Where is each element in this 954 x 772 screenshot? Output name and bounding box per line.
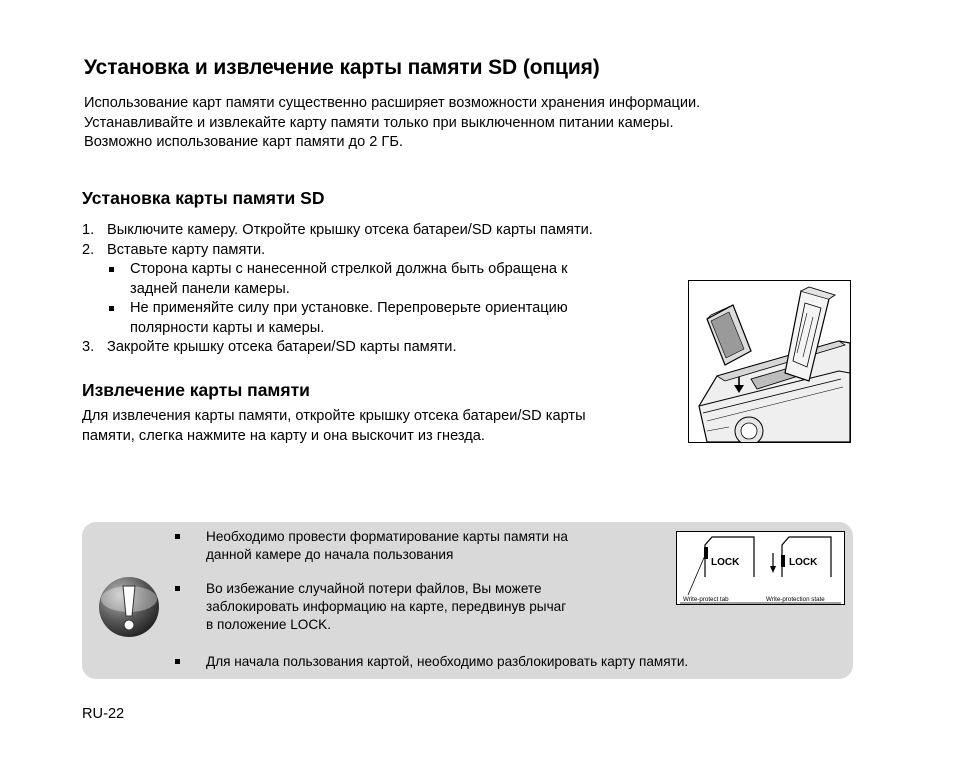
note-line: в положение LOCK. <box>206 617 331 632</box>
bullet-square-icon <box>175 586 180 591</box>
install-step-2 <box>82 241 593 261</box>
warning-exclamation-icon <box>98 576 160 638</box>
removal-line: памяти, слегка нажмите на карту и она выскочит из гнезда. <box>82 427 485 444</box>
install-bullet-1 <box>82 260 593 299</box>
bullet-square-icon <box>175 659 180 664</box>
camera-sd-slot-icon <box>689 281 850 442</box>
page-number: RU-22 <box>82 706 125 722</box>
step-text: Выключите камеру. Откройте крышку отсека батареи/SD карты памяти. <box>107 222 593 238</box>
bullet-line: Сторона карты с нанесенной стрелкой должна быть обращена к <box>130 261 568 277</box>
install-steps-list <box>82 221 593 358</box>
note-line: заблокировать информацию на карте, передвинув рычаг <box>206 599 567 614</box>
install-step-1 <box>82 221 593 241</box>
step-text: Вставьте карту памяти. <box>107 241 266 258</box>
bullet-line: задней панели камеры. <box>130 280 290 297</box>
intro-line: Использование карт памяти существенно расширяет возможности хранения информации. <box>84 95 701 111</box>
write-protect-tab-caption: Write-protect tab <box>683 596 729 603</box>
lock-label: LOCK <box>789 557 818 568</box>
sd-card-insertion-illustration <box>688 280 851 443</box>
write-protection-state-caption: Write-protection state <box>766 596 825 603</box>
write-protect-diagram <box>676 531 845 605</box>
note-line: Необходимо провести форматирование карты памяти на <box>206 529 568 544</box>
removal-paragraph <box>82 407 586 446</box>
step-number: 3. <box>82 339 95 355</box>
removal-line: Для извлечения карты памяти, откройте крышку отсека батареи/SD карты <box>82 408 586 424</box>
intro-paragraph <box>84 94 700 153</box>
note-line: Во избежание случайной потери файлов, Вы можете <box>206 581 542 596</box>
note-item-2 <box>206 580 566 634</box>
intro-line: Устанавливайте и извлекайте карту памяти только при выключенном питании камеры. <box>84 114 674 131</box>
lock-label: LOCK <box>711 557 740 568</box>
note-line: данной камере до начала пользования <box>206 547 454 562</box>
intro-line: Возможно использование карт памяти до 2 ГБ. <box>84 134 403 150</box>
bullet-square-icon <box>109 306 114 311</box>
note-line: Для начала пользования картой, необходимо разблокировать карту памяти. <box>206 654 689 669</box>
sd-lock-diagram-icon <box>676 531 845 605</box>
note-item-3 <box>206 653 688 671</box>
page-title: Установка и извлечение карты памяти SD (опция) <box>84 56 600 79</box>
bullet-line: полярности карты и камеры. <box>130 319 325 336</box>
install-step-3 <box>82 338 593 358</box>
bullet-square-icon <box>109 267 114 272</box>
note-item-1 <box>206 528 568 564</box>
step-number: 2. <box>82 241 95 258</box>
step-text: Закройте крышку отсека батареи/SD карты памяти. <box>107 339 457 355</box>
step-number: 1. <box>82 222 95 238</box>
install-heading: Установка карты памяти SD <box>82 188 325 208</box>
bullet-line: Не применяйте силу при установке. Перепроверьте ориентацию <box>130 300 568 316</box>
bullet-square-icon <box>175 534 180 539</box>
install-bullet-2 <box>82 299 593 338</box>
removal-heading: Извлечение карты памяти <box>82 380 310 400</box>
